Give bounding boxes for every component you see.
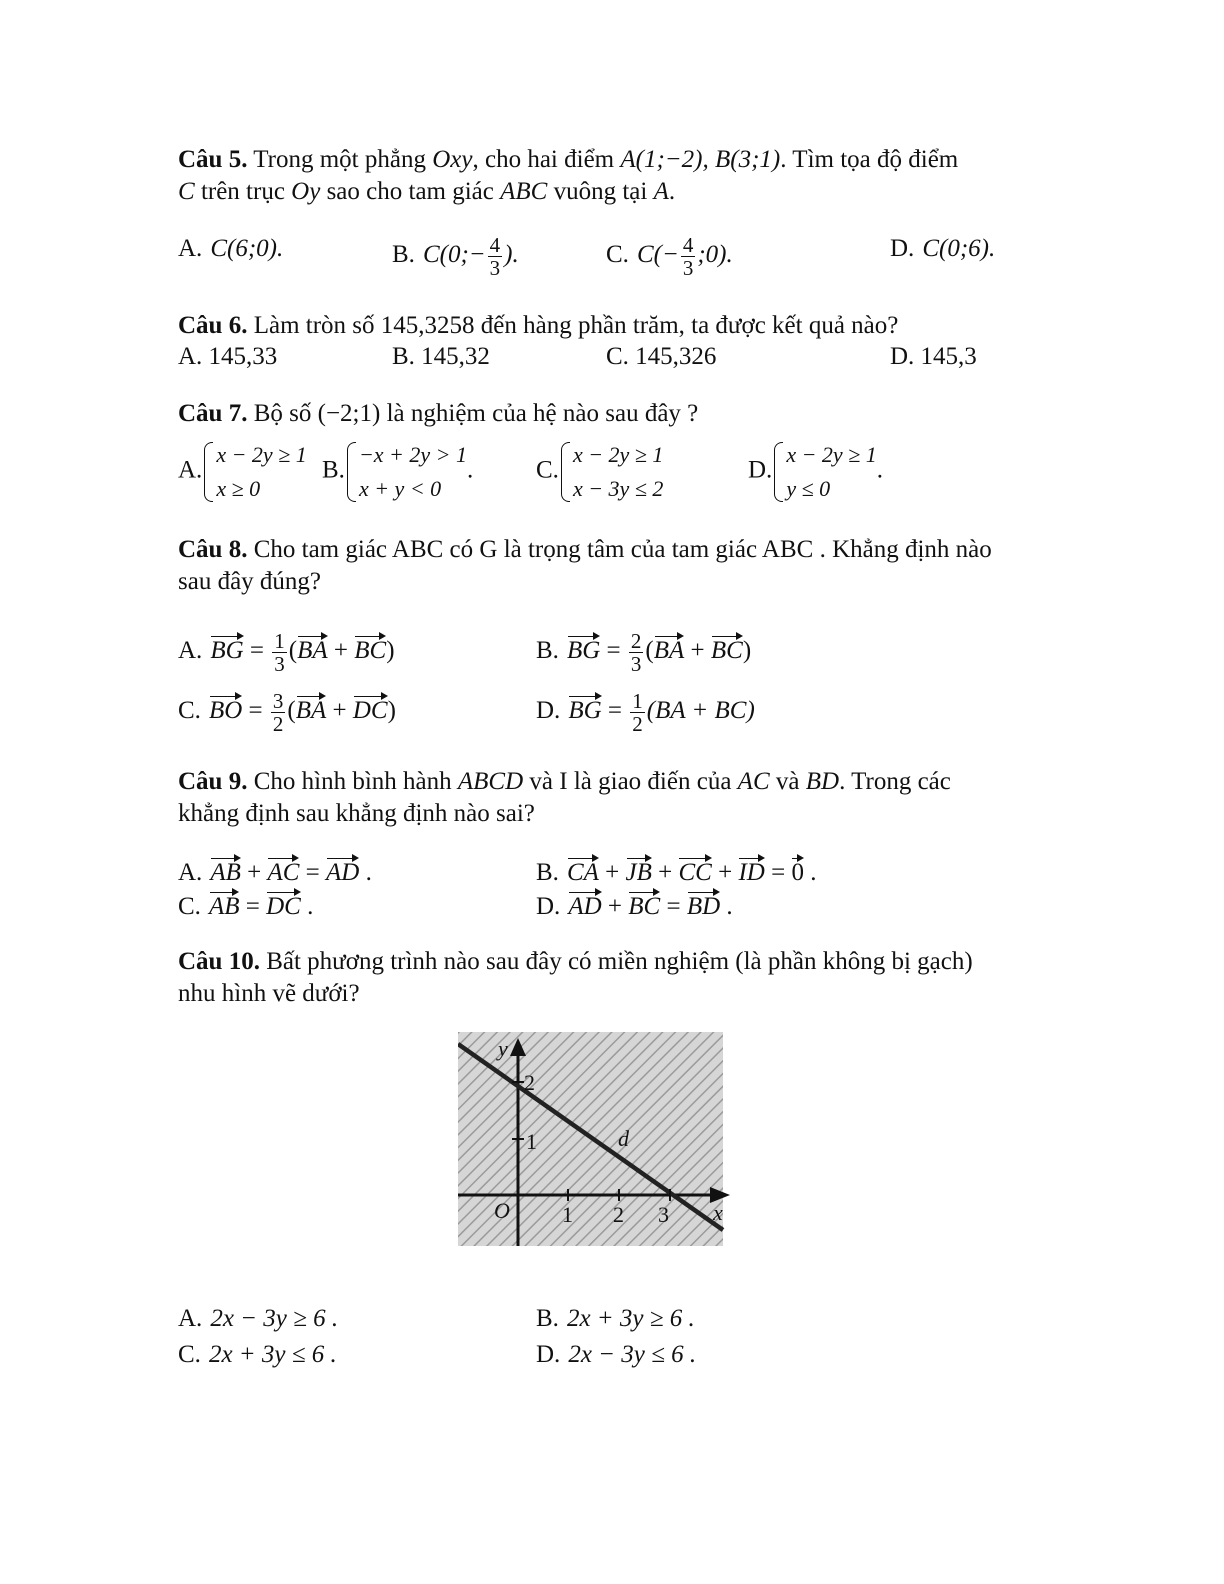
option-label: A. <box>178 859 203 886</box>
option-label: D. <box>890 235 915 262</box>
question-9-label: Câu 9. <box>178 768 248 795</box>
stem-text: trên trục <box>194 178 292 205</box>
option-label: C. <box>178 697 201 725</box>
question-6-stem <box>178 310 1048 342</box>
stem-text: . Trong các khẳng định sau khẳng định nào sai? <box>178 768 951 827</box>
option-text: . <box>876 456 884 484</box>
q5-option-c[interactable] <box>606 234 733 279</box>
option-text: 2x + 3y ≤ 6 . <box>208 1341 337 1368</box>
vector: BA <box>653 637 685 665</box>
q9-option-d[interactable]: D. AD + BC = BD . <box>536 893 733 920</box>
option-label: C. <box>178 893 201 920</box>
system-line: x − 2y ≥ 1 <box>572 442 664 467</box>
option-text: ;0). <box>697 241 733 269</box>
question-7 <box>178 398 1048 430</box>
stem-text: là nghiệm của hệ nào sau đây ? <box>380 400 699 427</box>
vector: AC <box>267 859 300 886</box>
system-line: x + y < 0 <box>358 476 442 501</box>
vector: AD <box>568 893 602 920</box>
q8-option-c[interactable]: C. BO = $\frac{3}{2}$ (BA + DC) <box>178 689 396 736</box>
numerator: 2 <box>630 629 642 653</box>
stem-text: và <box>769 768 806 795</box>
vector: AD <box>326 859 360 886</box>
vector: BA <box>297 637 328 665</box>
option-label: C. <box>606 241 629 269</box>
question-10-stem <box>178 946 1008 1010</box>
numerator: 4 <box>489 233 501 257</box>
stem-text: vuông tại <box>547 178 654 205</box>
math-abcd: ABCD <box>457 768 524 795</box>
stem-text: Cho tam giác ABC có G là trọng tâm của tam giác ABC . Khẳng định nào sau đây đúng? <box>178 536 992 595</box>
system-line: x − 2y ≥ 1 <box>216 442 307 467</box>
q8-option-a[interactable]: A. BG = $\frac{1}{3}$ (BA + BC) <box>178 629 395 676</box>
x-tick-label: 1 <box>562 1202 573 1227</box>
system-line: y ≤ 0 <box>786 476 831 501</box>
stem-text: và I là giao điến của <box>523 768 738 795</box>
equation-system <box>345 438 467 506</box>
vector: CC <box>678 859 712 886</box>
option-label: A. <box>178 456 203 484</box>
option-label: B. <box>536 859 559 886</box>
q7-option-c[interactable] <box>536 438 663 506</box>
stem-text: Làm tròn số 145,3258 đến hàng phần trăm, ta được kết quả nào? <box>247 312 899 339</box>
option-text: . <box>467 456 474 484</box>
numerator: 1 <box>274 629 285 653</box>
fraction <box>272 630 287 675</box>
fraction <box>681 234 696 279</box>
math-ac: AC <box>737 768 770 795</box>
q8-option-d[interactable]: D. BG = $\frac{1}{2}$ (BA + BC) <box>536 689 755 736</box>
equation-system <box>559 438 663 506</box>
option-text: C(6;0). <box>210 235 284 262</box>
question-9-stem <box>178 766 1018 830</box>
q6-option-d[interactable]: D. 145,3 <box>890 343 977 370</box>
system-line: x ≥ 0 <box>216 476 261 501</box>
q10-option-d[interactable] <box>536 1340 696 1370</box>
vector: DC <box>352 697 388 725</box>
stem-text: Trong một phẳng <box>247 146 433 173</box>
option-label: D. <box>536 697 561 725</box>
option-label: A. <box>178 235 203 262</box>
vector: JB <box>625 859 652 886</box>
math-c: C <box>178 178 195 205</box>
stem-text: Bộ số <box>247 400 318 427</box>
fraction <box>488 234 503 279</box>
solution-region-graph <box>458 1032 738 1246</box>
vector: BG <box>566 637 601 665</box>
option-label: B. <box>322 456 345 484</box>
option-label: D. <box>536 893 561 920</box>
vector: CA <box>566 859 599 886</box>
question-7-label: Câu 7. <box>178 400 248 427</box>
system-line: x − 2y ≥ 1 <box>786 442 877 467</box>
option-label: C. <box>178 1341 201 1368</box>
option-text: 2x + 3y ≥ 6 . <box>566 1305 695 1332</box>
system-line: −x + 2y > 1 <box>358 442 468 467</box>
denominator: 2 <box>272 712 284 736</box>
q6-option-c[interactable]: C. 145,326 <box>606 343 717 370</box>
denominator: 3 <box>274 652 285 676</box>
vector: BC <box>354 637 387 665</box>
vector: BC <box>628 893 661 920</box>
question-8 <box>178 534 1008 598</box>
math-oy: Oy <box>291 178 321 205</box>
equation-system <box>772 438 876 506</box>
option-text: 2x − 3y ≥ 6 . <box>210 1305 339 1332</box>
q8-option-b[interactable]: B. BG = $\frac{2}{3}$ (BA + BC) <box>536 629 752 676</box>
option-text: (BA + BC) <box>646 697 755 725</box>
vector: ID <box>738 859 765 886</box>
math-oxy: Oxy <box>432 146 473 173</box>
option-label: B. <box>536 1305 559 1332</box>
zero-vector: 0 <box>791 859 804 886</box>
q6-option-a[interactable]: A. 145,33 <box>178 343 278 370</box>
question-9 <box>178 766 1018 830</box>
math-points: A(1;−2), B(3;1) <box>620 146 781 173</box>
option-label: B. <box>536 637 559 665</box>
option-label: A. <box>178 637 203 665</box>
option-text: 2x − 3y ≤ 6 . <box>568 1341 697 1368</box>
q9-option-c[interactable]: C. AB = DC . <box>178 893 314 920</box>
vector: DC <box>266 893 301 920</box>
numerator: 1 <box>632 689 643 713</box>
vector: AB <box>210 859 241 886</box>
option-text: C(0;− <box>422 241 486 269</box>
denominator: 2 <box>632 712 643 736</box>
math-pair: (−2;1) <box>317 400 381 427</box>
fraction <box>630 690 645 735</box>
stem-text: . Tìm tọa độ điểm <box>780 146 959 173</box>
question-5 <box>178 144 1048 208</box>
line-d-label: d <box>618 1126 629 1151</box>
system-line: x − 3y ≤ 2 <box>572 476 664 501</box>
denominator: 3 <box>489 256 501 280</box>
option-text: C(0;6). <box>922 235 996 262</box>
x-axis-label: x <box>713 1200 723 1225</box>
question-7-stem <box>178 398 1048 430</box>
q9-option-a[interactable]: A. AB + AC = AD . <box>178 859 372 886</box>
stem-text: Cho hình bình hành <box>247 768 458 795</box>
option-text: C(− <box>636 241 679 269</box>
x-tick-label: 2 <box>613 1202 624 1227</box>
q6-option-b[interactable]: B. 145,32 <box>392 343 490 370</box>
origin-label: O <box>494 1198 510 1223</box>
denominator: 3 <box>630 652 642 676</box>
x-tick-label: 3 <box>658 1202 669 1227</box>
option-label: D. <box>536 1341 561 1368</box>
option-label: C. <box>536 456 559 484</box>
question-5-label: Câu 5. <box>178 146 248 173</box>
q10-option-a[interactable] <box>178 1304 338 1334</box>
question-6 <box>178 310 1048 342</box>
option-label: B. <box>392 241 415 269</box>
q5-option-a[interactable] <box>178 234 283 264</box>
math-abc: ABC <box>500 178 548 205</box>
vector: BC <box>710 637 743 665</box>
fraction <box>629 630 644 675</box>
q5-option-b[interactable] <box>392 234 519 279</box>
option-label: A. <box>178 1305 203 1332</box>
vector: BG <box>210 637 244 665</box>
math-bd: BD <box>805 768 840 795</box>
question-10-label: Câu 10. <box>178 948 260 975</box>
q7-option-d[interactable] <box>748 438 883 506</box>
numerator: 3 <box>272 689 284 713</box>
option-label: D. <box>748 456 773 484</box>
q10-option-b[interactable] <box>536 1304 695 1334</box>
fraction <box>271 690 286 735</box>
stem-text: sao cho tam giác <box>320 178 501 205</box>
q7-option-a[interactable] <box>178 438 307 506</box>
question-5-stem <box>178 144 1048 208</box>
numerator: 4 <box>682 233 694 257</box>
denominator: 3 <box>682 256 694 280</box>
y-axis-label: y <box>498 1036 508 1061</box>
stem-text: . <box>668 178 676 205</box>
stem-text: , cho hai điểm <box>472 146 621 173</box>
option-text: ). <box>504 241 519 269</box>
y-tick-label: 2 <box>524 1070 535 1095</box>
math-a: A <box>653 178 669 205</box>
equation-system <box>202 438 306 506</box>
vector: BO <box>208 697 243 725</box>
question-10 <box>178 946 1008 1010</box>
q9-option-b[interactable]: B. CA + JB + CC + ID = 0 . <box>536 859 817 886</box>
question-8-label: Câu 8. <box>178 536 248 563</box>
question-6-label: Câu 6. <box>178 312 248 339</box>
stem-text: Bất phương trình nào sau đây có miền nghiệm (là phần không bị gạch) nhu hình vẽ dưới? <box>178 948 973 1007</box>
q10-option-c[interactable] <box>178 1340 337 1370</box>
vector: BA <box>295 697 327 725</box>
vector: BG <box>568 697 602 725</box>
y-tick-label: 1 <box>526 1129 537 1154</box>
question-8-stem <box>178 534 1008 598</box>
vector: AB <box>208 893 240 920</box>
q5-option-d[interactable] <box>890 234 995 264</box>
q7-option-b[interactable] <box>322 438 473 506</box>
vector: BD <box>686 893 721 920</box>
